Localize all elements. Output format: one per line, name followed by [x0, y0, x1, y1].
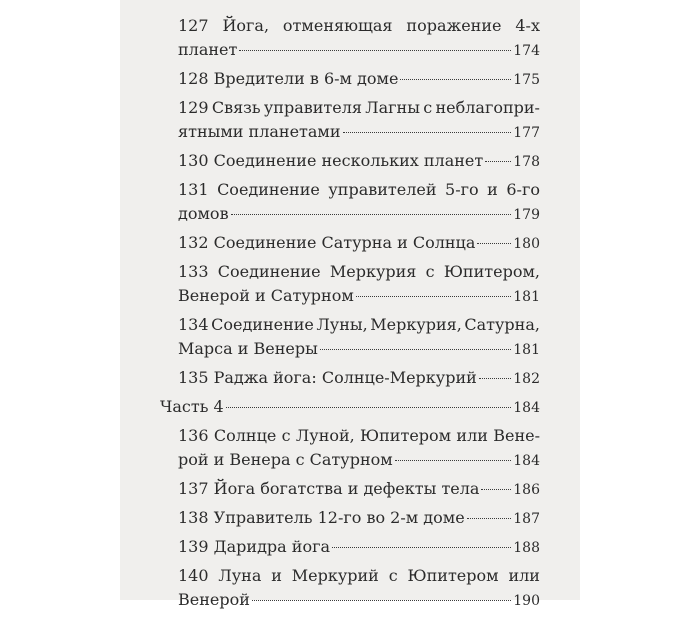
page-number: 188 [513, 540, 540, 556]
toc-entry-word: отменяющая [282, 16, 393, 35]
toc-entry-139[interactable] [178, 535, 540, 559]
toc-entry-title: Венерой и Сатурном [178, 286, 354, 305]
toc-entry-word: или [508, 566, 540, 585]
toc-entry-138[interactable] [178, 506, 540, 530]
toc-entry-140[interactable] [178, 564, 540, 612]
toc-entry-word: Связь [211, 98, 261, 117]
toc-entry-line [178, 284, 540, 308]
toc-entry-word: Луной, [295, 426, 355, 445]
toc-entry-title: 138 Управитель 12-го во 2-м доме [178, 508, 465, 527]
toc-entry-word: Йога, [222, 16, 270, 35]
leader-dots [320, 349, 511, 350]
page-number: 184 [513, 400, 540, 416]
toc-entry-word: с [423, 98, 433, 117]
toc-entry-word: Солнце [213, 426, 277, 445]
leader-dots [343, 132, 512, 133]
toc-entry-word: 6-го [506, 180, 540, 199]
page-number: 175 [513, 72, 540, 88]
toc-entry-127[interactable] [178, 14, 540, 62]
toc-entry-130[interactable] [178, 149, 540, 173]
toc-entry-134[interactable] [178, 313, 540, 361]
toc-entry-137[interactable] [178, 477, 540, 501]
toc-entry-title: рой и Венера с Сатурном [178, 450, 393, 469]
toc-entry-word: Луны, [316, 315, 368, 334]
toc-entry-line [178, 231, 540, 255]
table-of-contents [160, 14, 540, 617]
toc-entry-line [178, 202, 540, 226]
toc-entry-word: Юпитером [360, 426, 452, 445]
toc-entry-line [178, 448, 540, 472]
toc-entry-word: 5-го [445, 180, 479, 199]
toc-entry-word: 134 [178, 315, 209, 334]
page-number: 177 [513, 125, 540, 141]
leader-dots [400, 79, 511, 80]
page-number: 187 [513, 511, 540, 527]
page-number: 174 [513, 43, 540, 59]
leader-dots [485, 161, 511, 162]
toc-entry-word: с [425, 262, 435, 281]
toc-entry-title: Марса и Венеры [178, 339, 318, 358]
toc-entry-word: Юпитером, [443, 262, 540, 281]
page-number: 181 [513, 342, 540, 358]
toc-entry-word: Сатурна, [464, 315, 540, 334]
toc-entry-line [178, 67, 540, 91]
toc-entry-title: 137 Йога богатства и дефекты тела [178, 479, 480, 498]
toc-entry-word: 131 [178, 180, 209, 199]
toc-entry-word: Юпитером [407, 566, 499, 585]
toc-entry-word: поражение [406, 16, 502, 35]
toc-entry-line [178, 564, 540, 588]
toc-entry-word: управителей [328, 180, 437, 199]
leader-dots [332, 547, 511, 548]
leader-dots [239, 50, 511, 51]
leader-dots [226, 407, 512, 408]
toc-entry-title: домов [178, 204, 229, 223]
toc-entry-line [178, 260, 540, 284]
leader-dots [252, 600, 511, 601]
toc-entry-word: Меркурия, [370, 315, 462, 334]
leader-dots [477, 243, 511, 244]
toc-entry-word: и [271, 566, 282, 585]
page-number: 182 [513, 371, 540, 387]
leader-dots [395, 460, 512, 461]
toc-entry-title: 135 Раджа йога: Солнце-Меркурий [178, 368, 477, 387]
toc-entry-word: 136 [178, 426, 209, 445]
toc-entry-word: неблагопри- [435, 98, 540, 117]
toc-entry-line [178, 149, 540, 173]
leader-dots [356, 296, 512, 297]
toc-entry-word: с [281, 426, 291, 445]
toc-entry-128[interactable] [178, 67, 540, 91]
page-number: 184 [513, 453, 540, 469]
toc-entry-word: управителя [263, 98, 362, 117]
page-number: 190 [513, 593, 540, 609]
page-number: 186 [513, 482, 540, 498]
toc-entry-title: 130 Соединение нескольких планет [178, 151, 484, 170]
toc-entry-line [178, 120, 540, 144]
page-number: 179 [513, 207, 540, 223]
toc-entry-part4[interactable] [160, 395, 540, 419]
toc-entry-136[interactable] [178, 424, 540, 472]
toc-entry-word: Меркурия [329, 262, 417, 281]
leader-dots [231, 214, 512, 215]
toc-entry-133[interactable] [178, 260, 540, 308]
toc-entry-131[interactable] [178, 178, 540, 226]
toc-entry-word: 4-х [515, 16, 540, 35]
toc-entry-line [160, 395, 540, 419]
toc-entry-word: 127 [178, 16, 209, 35]
leader-dots [479, 378, 512, 379]
toc-entry-line [178, 424, 540, 448]
toc-entry-135[interactable] [178, 366, 540, 390]
toc-entry-word: Соединение [211, 315, 314, 334]
toc-entry-line [178, 477, 540, 501]
toc-entry-title: планет [178, 40, 238, 59]
page-number: 181 [513, 289, 540, 305]
toc-entry-word: 133 [178, 262, 209, 281]
toc-entry-line [178, 366, 540, 390]
toc-entry-word: Меркурий [291, 566, 379, 585]
toc-entry-132[interactable] [178, 231, 540, 255]
toc-entry-line [178, 588, 540, 612]
toc-entry-line [178, 337, 540, 361]
page-number: 178 [513, 154, 540, 170]
toc-entry-word: и [487, 180, 498, 199]
toc-entry-line [178, 506, 540, 530]
toc-entry-title: 139 Даридра йога [178, 537, 331, 556]
toc-entry-title: 132 Соединение Сатурна и Солнца [178, 233, 476, 252]
toc-entry-title: Венерой [178, 590, 250, 609]
toc-entry-line [178, 313, 540, 337]
toc-entry-title: Часть 4 [160, 397, 224, 416]
page-number: 180 [513, 236, 540, 252]
toc-entry-title: ятными планетами [178, 122, 341, 141]
toc-entry-129[interactable] [178, 96, 540, 144]
toc-entry-word: Соединение [217, 262, 321, 281]
toc-entry-word: 140 [178, 566, 209, 585]
toc-entry-word: или [456, 426, 488, 445]
toc-entry-word: с [388, 566, 398, 585]
toc-entry-word: Луна [218, 566, 262, 585]
toc-entry-title: 128 Вредители в 6-м доме [178, 69, 399, 88]
toc-entry-line [178, 535, 540, 559]
toc-entry-word: Вене- [493, 426, 540, 445]
toc-entry-line [178, 38, 540, 62]
toc-entry-word: Соединение [217, 180, 320, 199]
leader-dots [467, 518, 512, 519]
leader-dots [481, 489, 511, 490]
toc-entry-line [178, 178, 540, 202]
toc-entry-line [178, 14, 540, 38]
toc-entry-word: Лагны [365, 98, 420, 117]
toc-entry-line [178, 96, 540, 120]
toc-entry-word: 129 [178, 98, 209, 117]
